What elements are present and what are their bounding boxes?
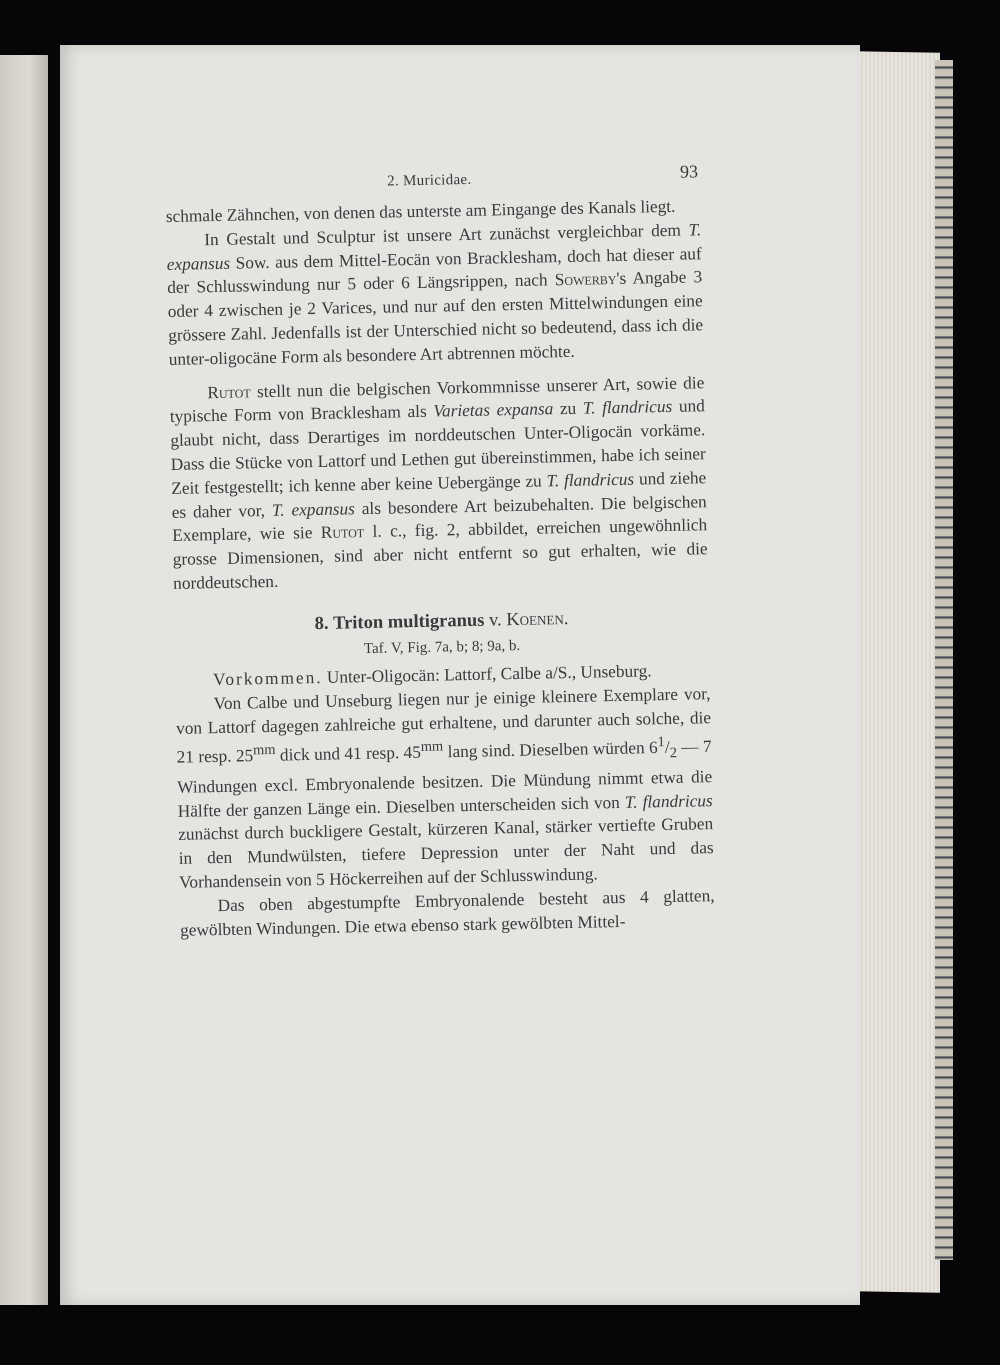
paragraph-2: In Gestalt und Sculptur ist unsere Art zunächst vergleichbar dem T. expansus Sow. aus dem Mittel-Eocän von Bracklesham, doch hat dieser auf der Schlusswindung nur 5 oder 6 Längsrippen, nach Sowerby's Angabe 3 oder 4 zwischen je 2 Varices, und nur auf den ersten Mittelwindungen eine grössere Zahl. Jedenfalls ist der Unterschied nicht so bedeutend, dass ich die unter-oligocäne Form als besondere Art abtrennen möchte. [166, 220, 704, 369]
paragraph-1: schmale Zähnchen, von denen das unterste am Eingange des Kanals liegt. [165, 196, 676, 226]
section-heading: 8. Triton multigranus v. Koenen. [314, 608, 569, 634]
facing-page-edge [0, 55, 48, 1305]
page-number: 93 [679, 161, 699, 182]
book-spine [935, 60, 953, 1260]
page-stack-edges [855, 51, 940, 1292]
running-head: 2. Muricidae. [387, 171, 472, 190]
page-text [165, 161, 715, 942]
paragraph-6: Das oben abgestumpfte Embryonalende besteht aus 4 glatten, gewölbten Windungen. Die etwa ebenso stark gewölbten Mittel- [179, 885, 715, 940]
occurrence-line: Vorkommen. Unter-Oligocän: Lattorf, Calbe a/S., Unseburg. [212, 661, 652, 690]
paragraph-5: Von Calbe und Unseburg liegen nur je einige kleinere Exemplare vor, von Lattorf dagegen zahlreiche gut erhaltene, und darunter auch solche, die 21 resp. $25^{mm}$ dick und 41 resp. $45^{mm}$ lang sind. Dieselben würden $6^1/_2$ — 7 Windungen excl. Embryonalende besitzen. Die Mündung nimmt etwa die Hälfte der ganzen Länge ein. Dieselben unterscheiden sich von T. flandricus zunächst durch buckligere Gestalt, kürzeren Kanal, stärker vertiefte Gruben in den Mundwülsten, tiefere Depression unter der Naht und das Vorhandensein von 5 Höckerreihen auf der Schlusswindung. [175, 684, 714, 892]
paragraph-3: Rutot stellt nun die belgischen Vorkommnisse unserer Art, sowie die typische Form von Bracklesham als Varietas expansa zu T. flandricus und glaubt nicht, dass Derartiges im norddeutschen Unter-Oligocän vorkäme. Dass die Stücke von Lattorf und Lethen gut übereinstimmen, habe ich seiner Zeit festgestellt; ich kenne aber keine Uebergänge zu T. flandricus und ziehe es daher vor, T. expansus als besondere Art beizubehalten. Die belgischen Exemplare, wie sie Rutot l. c., fig. 2, abbildet, erreichen ungewöhnlich grosse Dimensionen, sind aber nicht entfernt so gut erhalten, wie die norddeutschen. [169, 372, 708, 593]
plate-reference: Taf. V, Fig. 7a, b; 8; 9a, b. [363, 637, 521, 657]
